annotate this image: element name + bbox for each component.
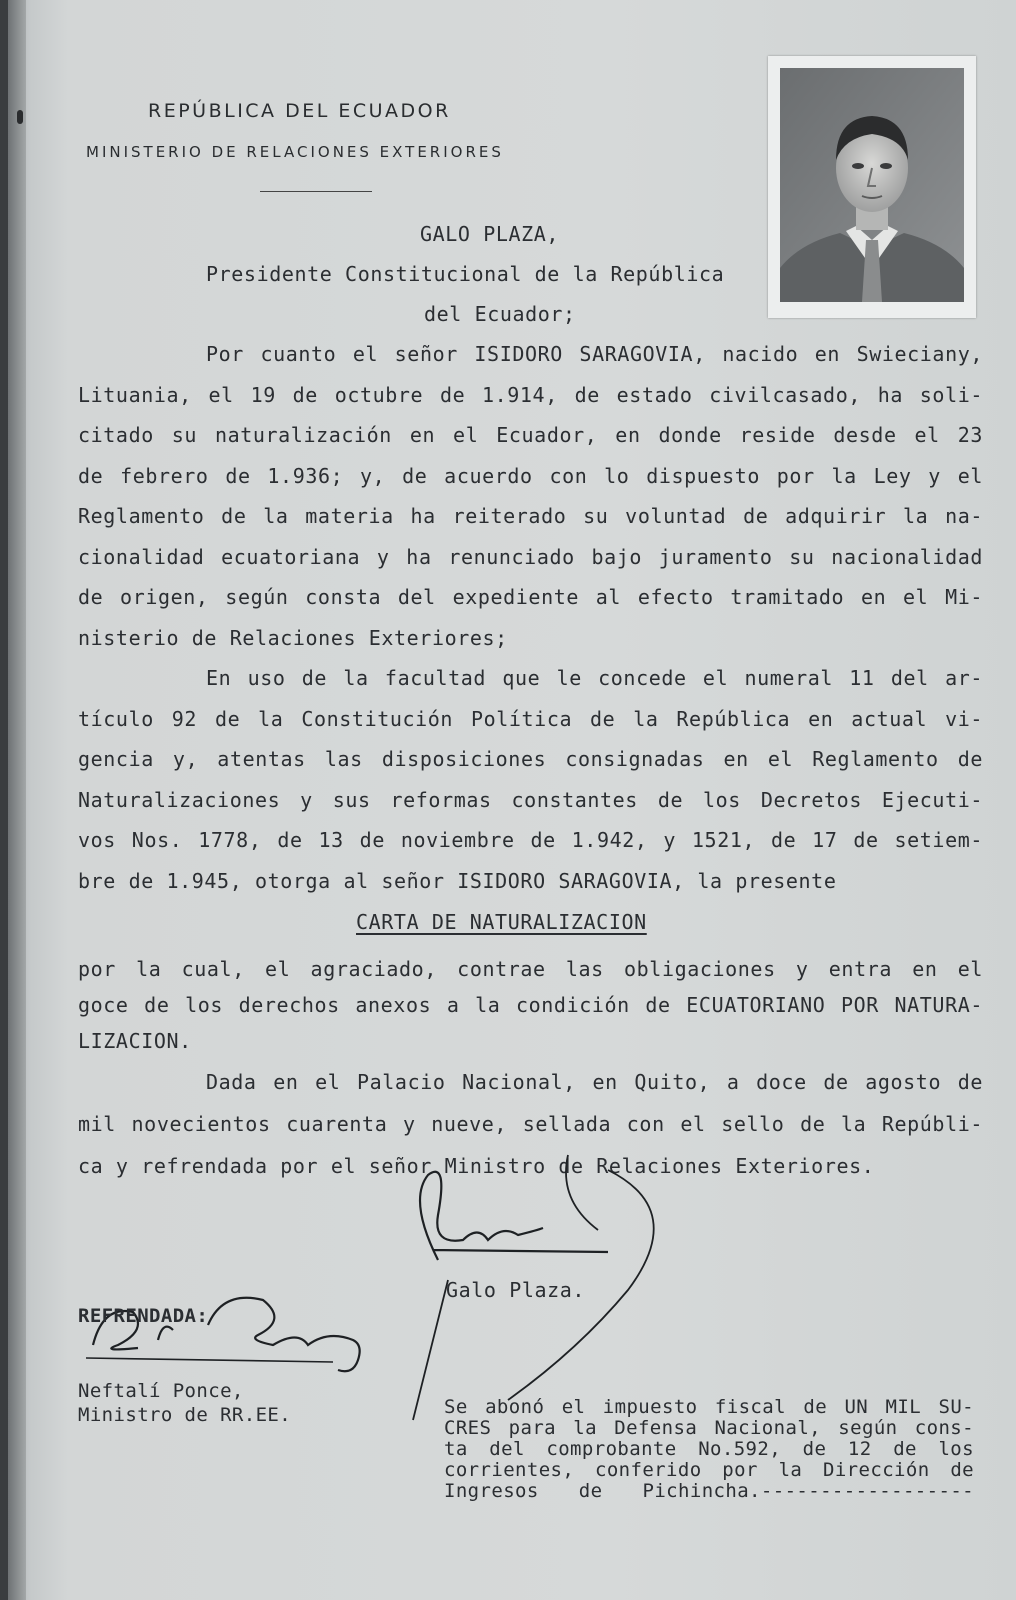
- president-title-line1: Presidente Constitucional de la República: [206, 262, 725, 286]
- tax-line: ta del comprobante No.592, de 12 de los: [444, 1438, 974, 1460]
- document-title: CARTA DE NATURALIZACION: [356, 910, 647, 934]
- countersign-name: Neftalí Ponce,: [78, 1380, 244, 1402]
- tax-line: Ingresos de Pichincha.------------------: [444, 1480, 974, 1502]
- president-name: GALO PLAZA,: [420, 222, 560, 246]
- body-line: vos Nos. 1778, de 13 de noviembre de 1.942, y 1521, de 17 de setiem-: [78, 828, 983, 852]
- countersign-label: REFRENDADA:: [78, 1305, 209, 1327]
- president-signature-name: Galo Plaza.: [446, 1278, 586, 1302]
- document-page: [8, 0, 1016, 1600]
- binding-hole: [17, 110, 23, 124]
- body-line: Lituania, el 19 de octubre de 1.914, de estado civilcasado, ha soli-: [78, 382, 983, 407]
- portrait-photo-frame: [768, 56, 976, 318]
- body-line: tículo 92 de la Constitución Política de la República en actual vi-: [78, 706, 983, 731]
- president-title-line2: del Ecuador;: [424, 302, 576, 326]
- body-line: gencia y, atentas las disposiciones consignadas en el Reglamento de: [78, 747, 983, 771]
- body-line: de origen, según consta del expediente al efecto tramitado en el Mi-: [78, 585, 983, 609]
- given-line: Dada en el Palacio Nacional, en Quito, a doce de agosto de: [206, 1070, 983, 1094]
- countersign-role: Ministro de RR.EE.: [78, 1404, 292, 1426]
- given-line: mil novecientos cuarenta y nueve, sellada con el sello de la Repúbli-: [78, 1112, 983, 1136]
- page-binding-edge: [8, 0, 26, 1600]
- tax-line: CRES para la Defensa Nacional, según cons-: [444, 1417, 974, 1439]
- body-line: Reglamento de la materia ha reiterado su voluntad de adquirir la na-: [78, 504, 983, 528]
- body-line: Naturalizaciones y sus reformas constantes de los Decretos Ejecuti-: [78, 787, 983, 812]
- body2-line: LIZACION.: [78, 1029, 192, 1053]
- given-line: ca y refrendada por el señor Ministro de Relaciones Exteriores.: [78, 1154, 875, 1178]
- header-republic: REPÚBLICA DEL ECUADOR: [148, 100, 451, 122]
- body-line: cionalidad ecuatoriana y ha renunciado bajo juramento su nacionalidad: [78, 544, 983, 569]
- body-line: citado su naturalización en el Ecuador, en donde reside desde el 23: [78, 423, 983, 447]
- tax-line: Se abonó el impuesto fiscal de UN MIL SU-: [444, 1396, 974, 1418]
- tax-line: corrientes, conferido por la Dirección de: [444, 1459, 974, 1481]
- portrait-photo: [780, 68, 964, 302]
- header-ministry: MINISTERIO DE RELACIONES EXTERIORES: [86, 143, 504, 161]
- body-line: bre de 1.945, otorga al señor ISIDORO SARAGOVIA, la presente: [78, 868, 837, 893]
- body-line: nisterio de Relaciones Exteriores;: [78, 625, 508, 650]
- president-signature: [420, 1172, 608, 1260]
- body2-line: goce de los derechos anexos a la condición de ECUATORIANO POR NATURA-: [78, 993, 983, 1017]
- body-line: Por cuanto el señor ISIDORO SARAGOVIA, nacido en Swieciany,: [206, 342, 983, 366]
- body-line: En uso de la facultad que le concede el numeral 11 del ar-: [206, 666, 983, 690]
- body-line: de febrero de 1.936; y, de acuerdo con lo dispuesto por la Ley y el: [78, 463, 983, 488]
- body2-line: por la cual, el agraciado, contrae las obligaciones y entra en el: [78, 957, 983, 981]
- header-rule: [260, 191, 372, 192]
